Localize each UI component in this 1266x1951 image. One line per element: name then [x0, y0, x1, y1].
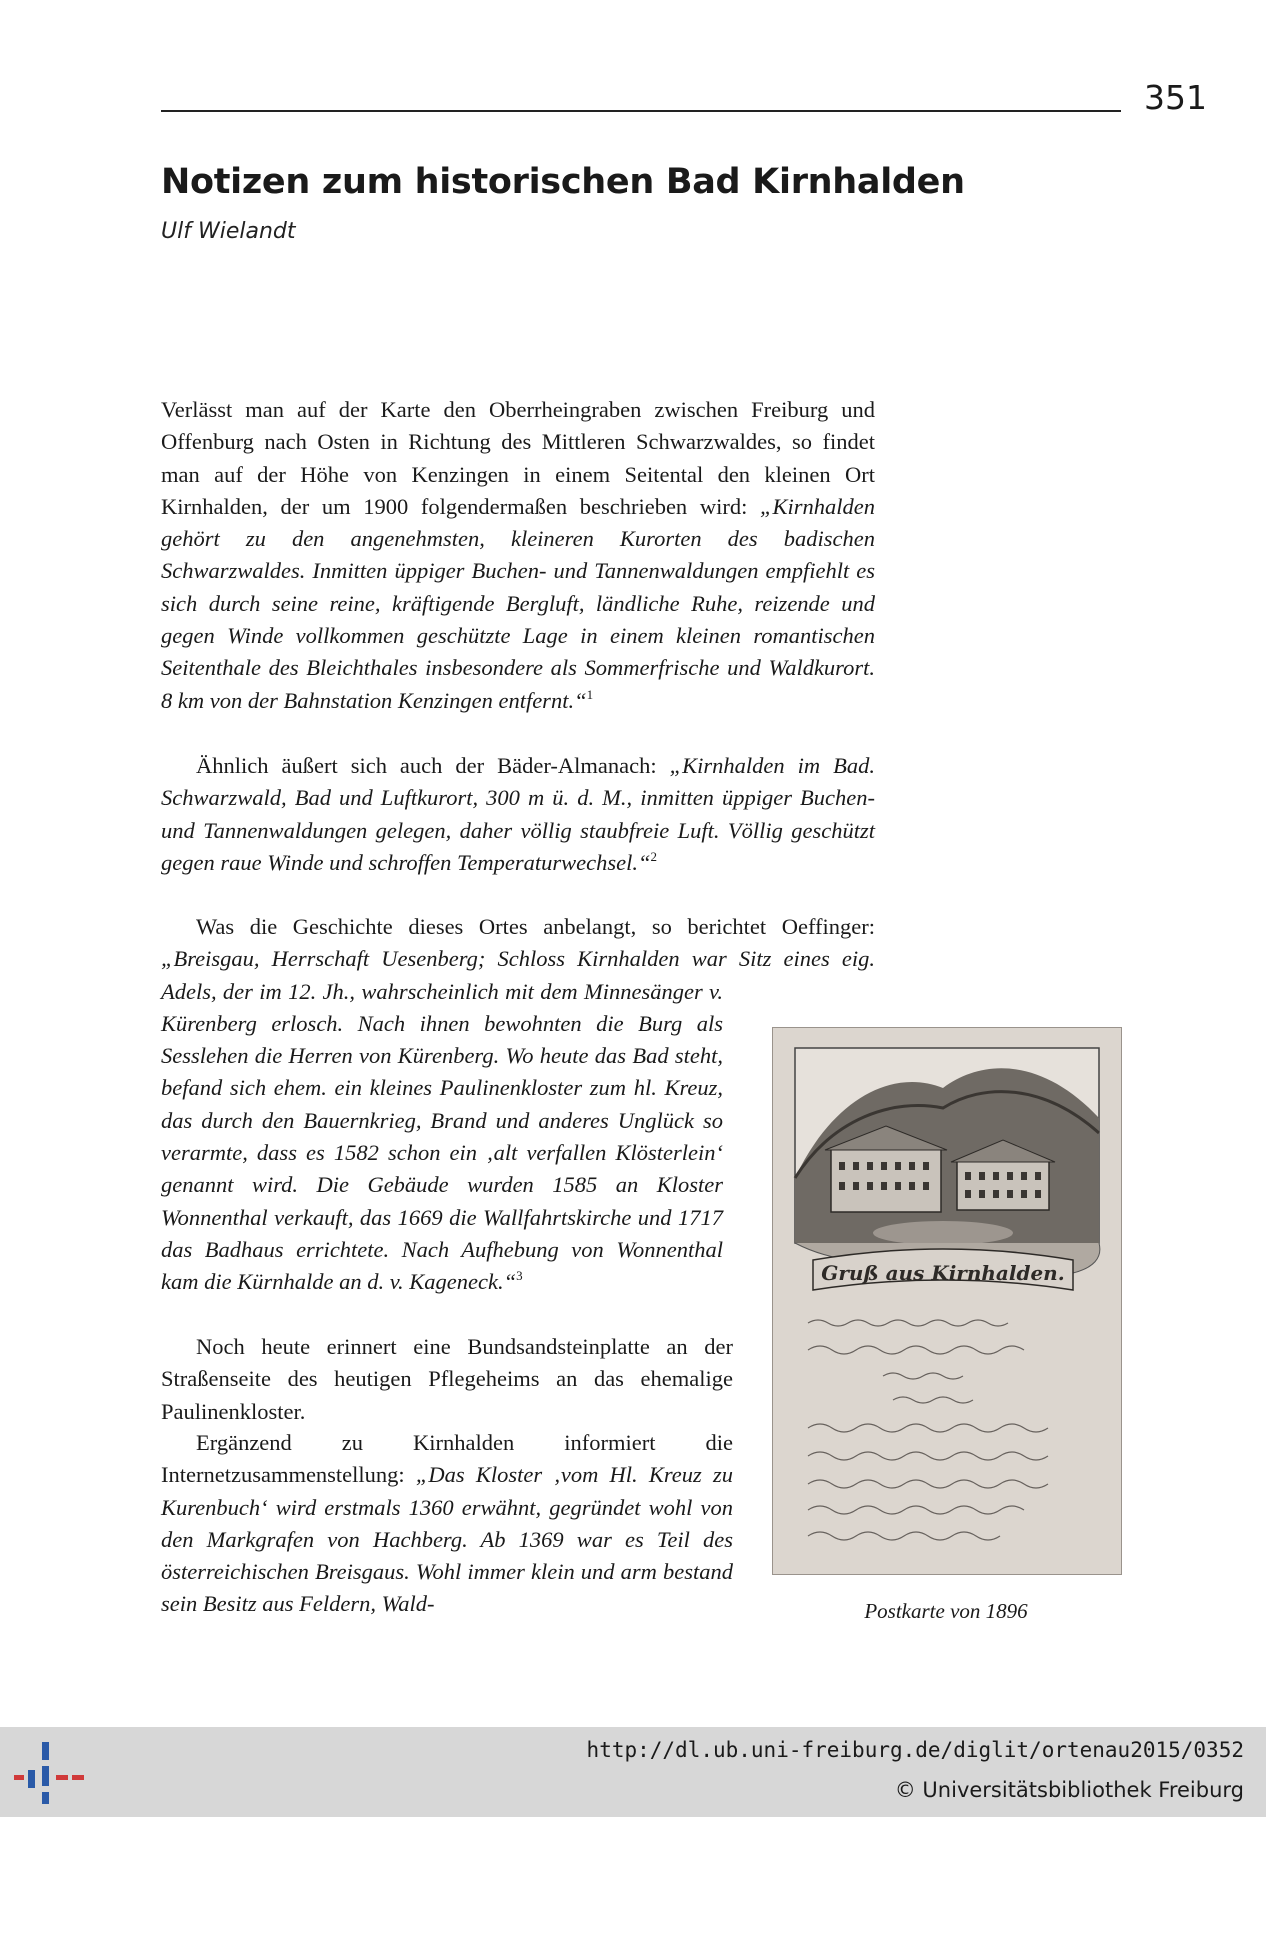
paragraph-text: Ergänzend zu Kirnhalden informiert die Internetzusammenstellung:	[161, 1430, 733, 1488]
footnote-ref-3[interactable]: 3	[516, 1268, 523, 1284]
footer-url-link[interactable]: http://dl.ub.uni-freiburg.de/diglit/ortenau2015/0352	[586, 1738, 1244, 1762]
paragraph-2	[161, 750, 875, 882]
paragraph-4: Noch heute erinnert eine Bundsandsteinplatte an der Straßenseite des heutigen Pflegeheims an das ehemalige Paulinenkloster.	[161, 1334, 733, 1424]
figure-caption: Postkarte von 1896	[864, 1599, 1028, 1623]
footer-copyright: © Universitätsbibliothek Freiburg	[894, 1778, 1244, 1802]
paragraph-quote: „Breisgau, Herrschaft Uesenberg; Schloss Kirnhalden war Sitz eines eig. Adels, der im 12. Jh., wahrscheinlich mit dem Minnesänger v. Kürenberg erlosch. Nach ihnen bewohnten die Burg als Sesslehen die Herren von Kürenberg. Wo heute das Bad steht, befand sich ehem. ein kleines Paulinenkloster zum hl. Kreuz, das durch den Bauernkrieg, Brand und anderes Unglück so verarmte, dass es 1582 schon ein ‚alt verfallen Klösterlein‘ genannt wird. Die Gebäude wurden 1585 an Kloster Wonnenthal verkauft, das 1669 die Wallfahrtskirche und 1717 das Badhaus errichtete. Nach Aufhebung von Wonnenthal kam die Kürnhalde an d. v. Kageneck.“	[161, 946, 875, 1295]
paragraph-quote: „Kirnhalden gehört zu den angenehmsten, kleineren Kurorten des badischen Schwarzwaldes. Inmitten üppiger Buchen- und Tannenwaldungen empfiehlt es sich durch seine reine, kräftigende Bergluft, ländliche Ruhe, reizende und gegen Winde vollkommen geschützte Lage in einem kleinen romantischen Seitenthale des Bleichthales insbesondere als Sommerfrische und Waldkurort. 8 km von der Bahnstation Kenzingen entfernt.“	[161, 493, 875, 713]
footnote-ref-1[interactable]: 1	[586, 686, 594, 702]
article-title: Notizen zum historischen Bad Kirnhalden	[161, 162, 965, 202]
paragraph-text: Was die Geschichte dieses Ortes anbelangt, so berichtet Oeffinger:	[196, 914, 875, 939]
article-author: Ulf Wielandt	[161, 219, 296, 244]
paragraph-quote: „Kirnhalden im Bad. Schwarzwald, Bad und Luftkurort, 300 m ü. d. M., inmitten üppiger Buchen- und Tannenwaldungen gelegen, daher völlig staubfreie Luft. Völlig geschützt gegen raue Winde und schroffen Temperaturwechsel.“	[161, 753, 875, 875]
paragraph-1	[161, 394, 875, 720]
page-number: 351	[1144, 78, 1207, 117]
footnote-ref-2[interactable]: 2	[650, 848, 658, 864]
paragraph-3	[161, 911, 875, 1302]
paragraph-text: Verlässt man auf der Karte den Oberrheingraben zwischen Freiburg und Offenburg nach Osten in Richtung des Mittleren Schwarzwaldes, so findet man auf der Höhe von Kenzingen in einem Seitental den kleinen Ort Kirnhalden, der um 1900 folgendermaßen beschrieben wird:	[161, 397, 875, 519]
library-logo-icon	[14, 1742, 84, 1804]
postcard-heading: Gruß aus Kirnhalden.	[821, 1261, 1065, 1285]
paragraph-quote: „Das Kloster ‚vom Hl. Kreuz zu Kurenbuch‘ wird erstmals 1360 erwähnt, gegründet wohl von den Markgrafen von Hachberg. Ab 1369 war es Teil des österreichischen Breisgaus. Wohl immer klein und arm bestand sein Besitz aus Feldern, Wald-	[161, 1462, 733, 1617]
postcard-illustration	[773, 1028, 1121, 1574]
postcard-image	[772, 1027, 1122, 1575]
paragraph-5	[161, 1427, 733, 1621]
paragraph-text: Ähnlich äußert sich auch der Bäder-Almanach:	[196, 753, 670, 778]
paragraph-3-wrapper	[161, 911, 875, 1295]
header-rule	[161, 110, 1121, 112]
